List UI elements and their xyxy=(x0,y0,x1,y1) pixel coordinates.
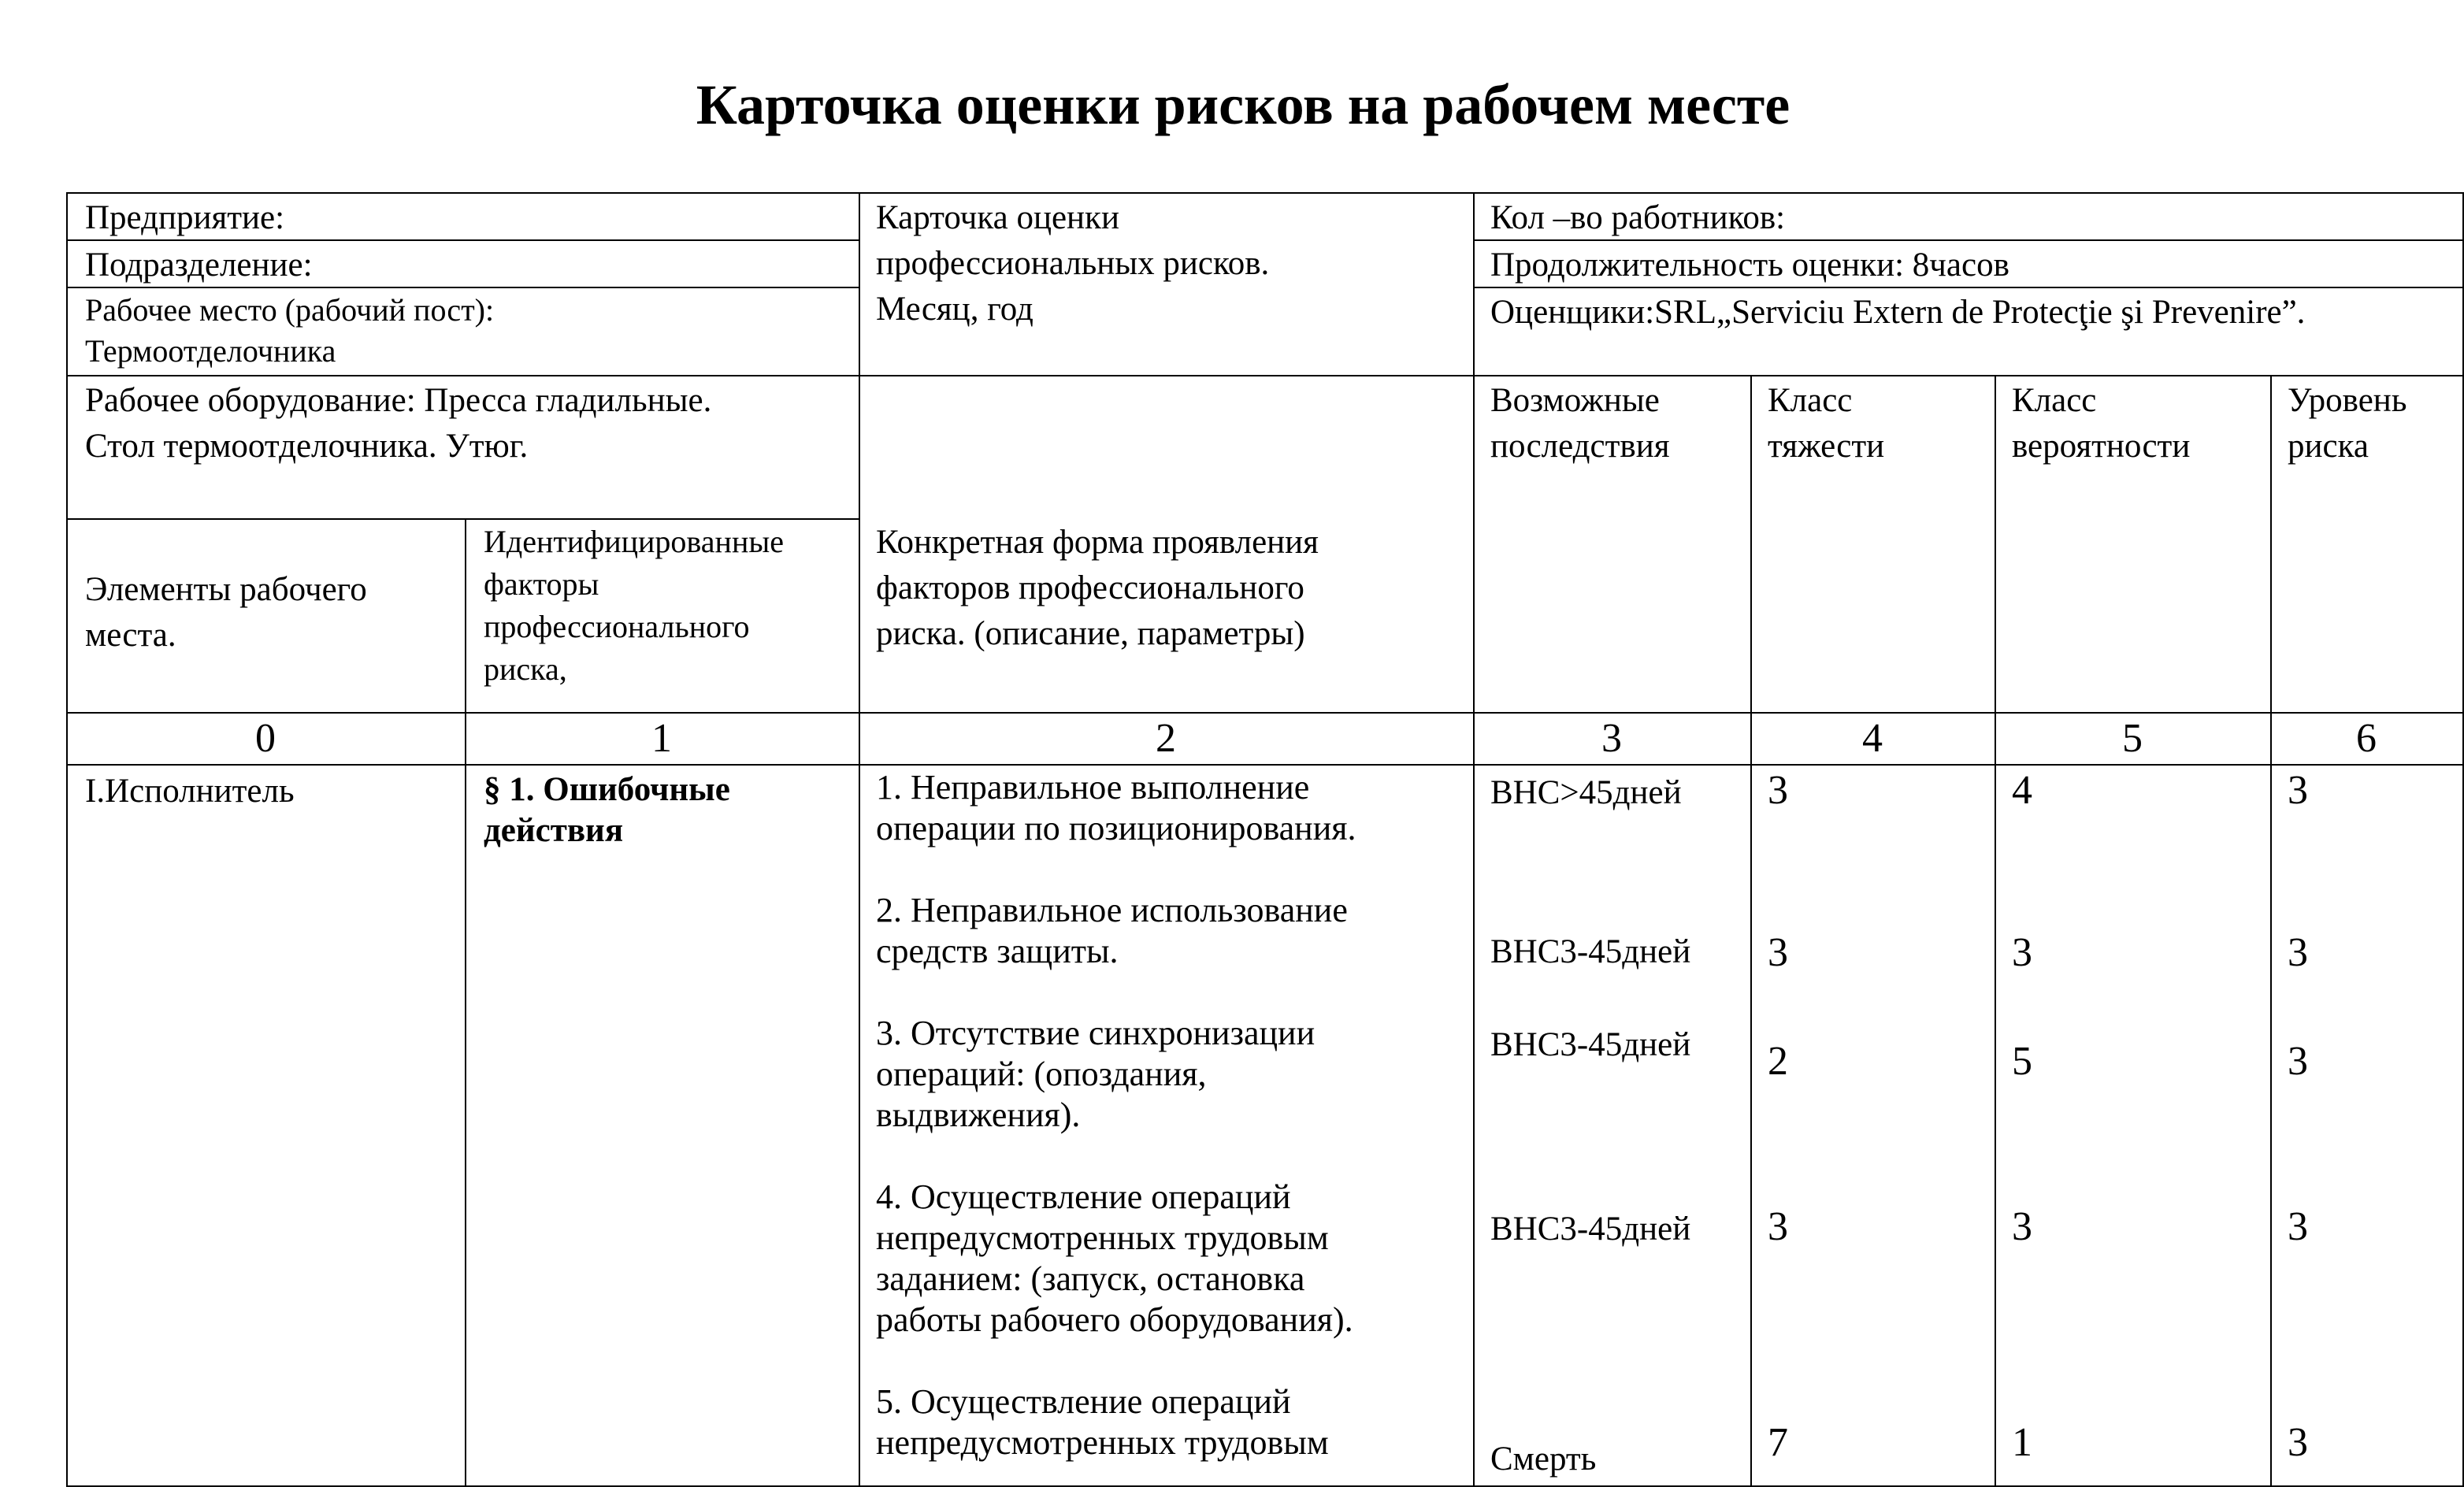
col-header-severity: Класс xyxy=(1768,382,1853,419)
risk-description: 3. Отсутствие синхронизации xyxy=(876,1014,1315,1052)
risk-description: операций: (опоздания, xyxy=(876,1055,1207,1093)
col-number: 3 xyxy=(1601,716,1622,761)
assessment-duration: Продолжительность оценки: 8часов xyxy=(1490,247,2009,284)
table-border-top xyxy=(66,192,2464,194)
workplace-label: Рабочее место (рабочий пост): xyxy=(85,292,495,328)
row-divider-col-numbers xyxy=(66,764,2464,766)
col-header-factors: факторы xyxy=(484,566,599,602)
equipment-line1: Рабочее оборудование: Пресса гладильные. xyxy=(85,382,712,419)
risk-description: операции по позиционирования. xyxy=(876,809,1356,847)
col-header-form: Конкретная форма проявления xyxy=(876,524,1319,561)
col-header-elements: Элементы рабочего xyxy=(85,571,367,608)
col-divider-3-4 xyxy=(1750,375,1752,1487)
risk-description: непредусмотренных трудовым xyxy=(876,1218,1329,1257)
workers-count-label: Кол –во работников: xyxy=(1490,199,1786,236)
col-number: 0 xyxy=(255,716,276,761)
col-header-risk: Уровень xyxy=(2288,382,2407,419)
risk-level-value: 3 xyxy=(2288,1204,2308,1249)
row-divider-equipment xyxy=(66,518,860,520)
probability-value: 4 xyxy=(2012,768,2032,813)
risk-level-value: 3 xyxy=(2288,1420,2308,1465)
factor-title: действия xyxy=(484,812,624,849)
col-divider-0-1 xyxy=(465,518,466,1487)
assessors: Оценщики:SRL„Serviciu Extern de Protecţie şi Prevenire”. xyxy=(1490,294,2306,331)
col-number: 5 xyxy=(2122,716,2143,761)
col-number: 6 xyxy=(2356,716,2377,761)
col-header-consequences: последствия xyxy=(1490,428,1670,465)
col-header-form: риска. (описание, параметры) xyxy=(876,615,1305,652)
card-title-line2: профессиональных рисков. xyxy=(876,245,1270,282)
severity-value: 3 xyxy=(1768,1204,1788,1249)
element-performer: I.Исполнитель xyxy=(85,773,295,810)
risk-description: средств защиты. xyxy=(876,932,1119,970)
risk-assessment-table xyxy=(66,192,2464,1487)
severity-value: 3 xyxy=(1768,768,1788,813)
risk-description: 4. Осуществление операций xyxy=(876,1177,1291,1216)
severity-value: 2 xyxy=(1768,1039,1788,1084)
col-header-probability: вероятности xyxy=(2012,428,2191,465)
page-title: Карточка оценки рисков на рабочем месте xyxy=(696,73,1790,136)
probability-value: 3 xyxy=(2012,1204,2032,1249)
risk-description: 5. Осуществление операций xyxy=(876,1382,1291,1421)
probability-value: 1 xyxy=(2012,1420,2032,1465)
severity-value: 7 xyxy=(1768,1420,1788,1465)
col-number: 2 xyxy=(1156,716,1176,761)
table-border-left xyxy=(66,192,68,1487)
risk-description: непредусмотренных трудовым xyxy=(876,1423,1329,1462)
severity-value: 3 xyxy=(1768,930,1788,975)
col-header-probability: Класс xyxy=(2012,382,2097,419)
risk-description: работы рабочего оборудования). xyxy=(876,1300,1353,1339)
row-divider-header-bottom xyxy=(66,375,2464,376)
consequence-value: ВНС3-45дней xyxy=(1490,1211,1691,1248)
workplace-value: Термоотделочника xyxy=(85,333,336,369)
risk-description: выдвижения). xyxy=(876,1096,1081,1134)
col-divider-4-5 xyxy=(1995,375,1996,1487)
col-header-severity: тяжести xyxy=(1768,428,1885,465)
risk-level-value: 3 xyxy=(2288,1039,2308,1084)
col-number: 4 xyxy=(1862,716,1883,761)
col-header-consequences: Возможные xyxy=(1490,382,1660,419)
probability-value: 3 xyxy=(2012,930,2032,975)
consequence-value: ВНС>45дней xyxy=(1490,774,1682,811)
risk-description: 2. Неправильное использование xyxy=(876,891,1348,929)
equipment-line2: Стол термоотделочника. Утюг. xyxy=(85,428,529,465)
consequence-value: Смерть xyxy=(1490,1441,1597,1478)
col-header-factors: Идентифицированные xyxy=(484,524,784,559)
risk-level-value: 3 xyxy=(2288,930,2308,975)
risk-description: заданием: (запуск, остановка xyxy=(876,1259,1305,1298)
risk-description: 1. Неправильное выполнение xyxy=(876,768,1310,807)
col-header-form: факторов профессионального xyxy=(876,569,1304,606)
col-divider-1-2 xyxy=(859,192,860,1487)
col-header-factors: профессионального xyxy=(484,609,750,644)
enterprise-label: Предприятие: xyxy=(85,199,285,236)
col-header-risk: риска xyxy=(2288,428,2369,465)
division-label: Подразделение: xyxy=(85,247,313,284)
card-period: Месяц, год xyxy=(876,291,1033,328)
risk-level-value: 3 xyxy=(2288,768,2308,813)
consequence-value: ВНС3-45дней xyxy=(1490,933,1691,970)
col-header-factors: риска, xyxy=(484,651,567,687)
factor-title: § 1. Ошибочные xyxy=(484,771,730,808)
col-divider-5-6 xyxy=(2270,375,2272,1487)
col-number: 1 xyxy=(651,716,672,761)
col-divider-2-3 xyxy=(1473,192,1475,1487)
col-header-elements: места. xyxy=(85,617,176,654)
card-title-line1: Карточка оценки xyxy=(876,199,1119,236)
probability-value: 5 xyxy=(2012,1039,2032,1084)
consequence-value: ВНС3-45дней xyxy=(1490,1026,1691,1063)
